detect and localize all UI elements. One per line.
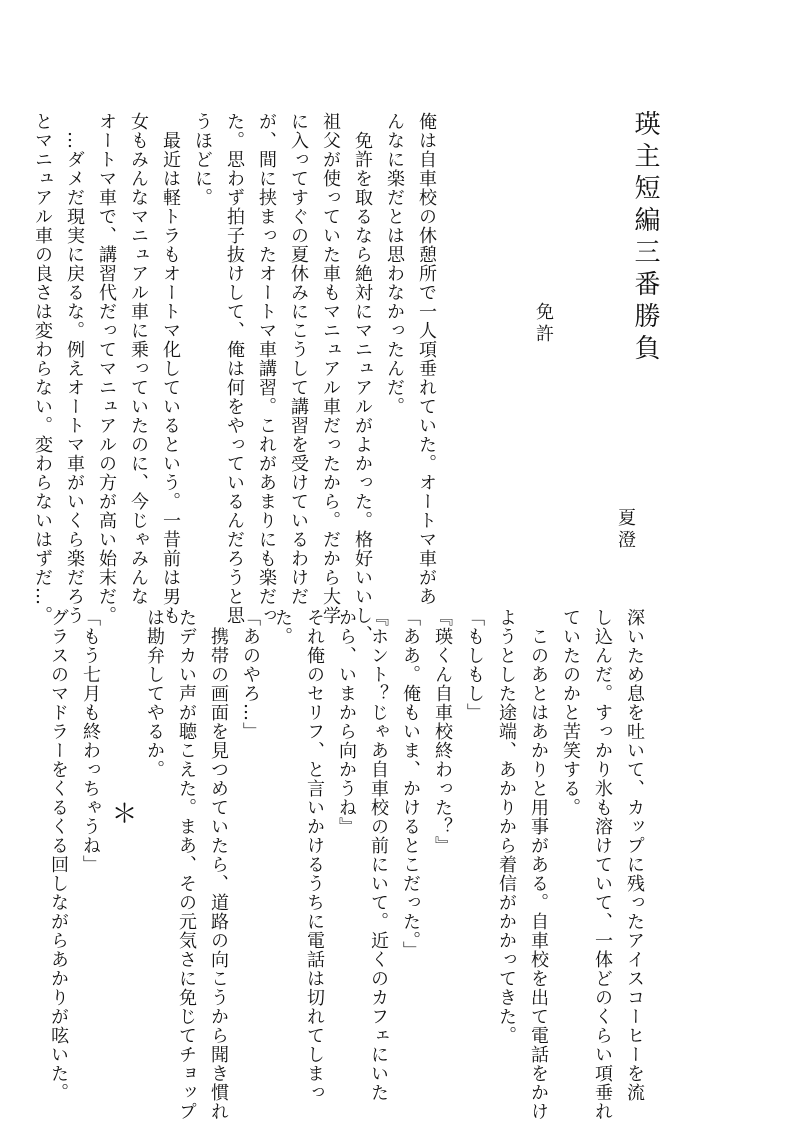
text-line: それ俺のセリフ、と言いかけるうちに電話は切れてしまっ <box>304 608 325 1102</box>
body-lower-block <box>42 608 650 1121</box>
text-line: このあとはあかりと用事がある。自車校を出て電話をかけ <box>528 608 549 1121</box>
text-line: 『瑛くん自車校終わった？』 <box>432 608 453 855</box>
text-line: 祖父が使っていた車もマニュアル車だったから。だから大学 <box>320 112 341 625</box>
text-line: 深いため息を吐いて、カップに残ったアイスコーヒーを流 <box>624 608 645 1102</box>
text-line: ようとした途端、あかりから着信がかかってきた。 <box>496 608 517 1045</box>
text-line: ていたのかと苦笑する。 <box>560 608 581 817</box>
text-line: に入ってすぐの夏休みにこうして講習を受けているわけだ <box>288 112 309 606</box>
text-line: 『ホント？じゃあ自車校の前にいて。近くのカフェにいた <box>368 608 389 1102</box>
text-line: 最近は軽トラもオートマ化しているという。一昔前は男も <box>160 112 181 625</box>
text-line: た。思わず拍子抜けして、俺は何をやっているんだろうと思 <box>224 112 245 625</box>
text-line: とマニュアル車の良さは変わらない。変わらないはずだ…。 <box>32 112 53 625</box>
text-line: んなに楽だとは思わなかったんだ。 <box>384 112 405 416</box>
text-line: た。 <box>272 608 293 646</box>
text-line: 「ああ。俺もいま、かけるとこだった。」 <box>400 608 421 960</box>
body-upper-block <box>26 112 442 644</box>
text-line: たデカい声が聴こえた。まあ、その元気さに免じてチョップ <box>176 608 197 1121</box>
text-line: 「もう七月も終わっちゃうね」 <box>80 608 101 874</box>
scene-break-asterisk: ＊ <box>107 799 137 827</box>
text-line: 「あのやろ…」 <box>240 608 261 741</box>
text-line: は勘弁してやるか。 <box>144 608 165 779</box>
story-subtitle: 免許 <box>533 302 554 346</box>
text-line: 免許を取るなら絶対にマニュアルがよかった。格好いいし、 <box>352 112 373 644</box>
text-line: 俺は自車校の休憩所で一人項垂れていた。オートマ車があ <box>416 112 437 606</box>
author-name: 夏澄 <box>615 508 636 552</box>
text-line: うほどに。 <box>192 112 213 207</box>
text-line: 女もみんなマニュアル車に乗っていたのに、今じゃみんな <box>128 112 149 606</box>
story-title: 瑛主短編三番勝負 <box>630 110 660 366</box>
text-line: から、いまから向かうね』 <box>336 608 357 836</box>
text-line: が、間に挟まったオートマ車講習。これがあまりにも楽だっ <box>256 112 277 625</box>
text-line: し込んだ。すっかり氷も溶けていて、一体どのくらい項垂れ <box>592 608 613 1121</box>
text-line: グラスのマドラーをくるくる回しながらあかりが呟いた。 <box>48 608 69 1102</box>
text-line: …ダメだ現実に戻るな。例えオートマ車がいくら楽だろう <box>64 112 85 625</box>
text-line: オートマ車で、講習代だってマニュアルの方が高い始末だ。 <box>96 112 117 625</box>
text-line: 携帯の画面を見つめていたら、道路の向こうから聞き慣れ <box>208 608 229 1121</box>
text-line: 「もしもし」 <box>464 608 485 722</box>
